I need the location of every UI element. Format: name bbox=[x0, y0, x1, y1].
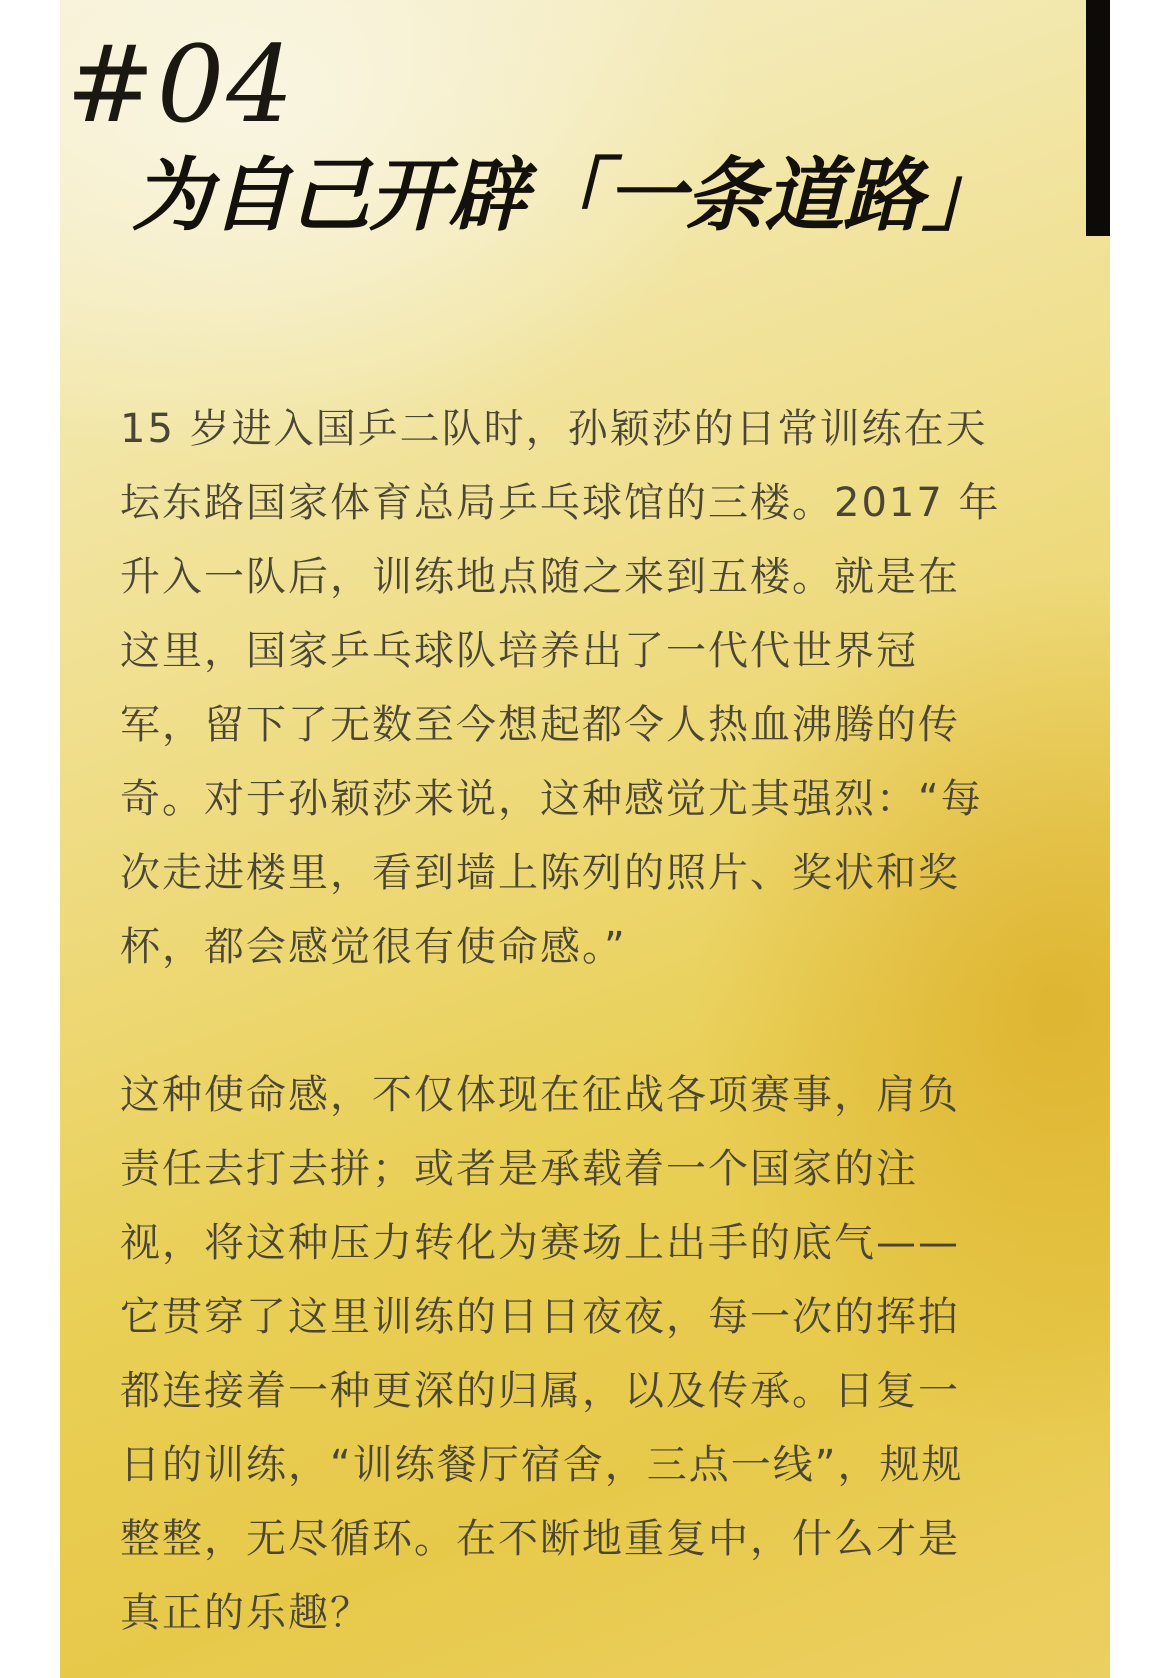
paragraph-line: 15 岁进入国乒二队时，孙颖莎的日常训练在天 bbox=[120, 406, 988, 452]
paragraph-line: 都连接着一种更深的归属，以及传承。日复一 bbox=[120, 1368, 960, 1414]
paragraph-line: 次走进楼里，看到墙上陈列的照片、奖状和奖 bbox=[120, 850, 960, 896]
paragraph-line: 它贯穿了这里训练的日日夜夜，每一次的挥拍 bbox=[120, 1294, 960, 1340]
paragraph-1 bbox=[120, 392, 1110, 984]
paragraph-line: 这里，国家乒乓球队培养出了一代代世界冠 bbox=[120, 628, 918, 674]
paragraph-line: 坛东路国家体育总局乒乓球馆的三楼。2017 年 bbox=[120, 480, 1001, 526]
article-body bbox=[120, 392, 1110, 1650]
side-accent-bar bbox=[1086, 0, 1110, 236]
section-title: 为自己开辟「一条道路」 bbox=[132, 149, 1001, 242]
paragraph-line: 日的训练，“训练餐厅宿舍，三点一线”，规规 bbox=[120, 1442, 964, 1488]
paragraph-line: 整整，无尽循环。在不断地重复中，什么才是 bbox=[120, 1516, 960, 1562]
paragraph-line: 视，将这种压力转化为赛场上出手的底气—— bbox=[120, 1220, 960, 1266]
section-number: #04 bbox=[66, 23, 296, 146]
paragraph-line: 责任去打去拼；或者是承载着一个国家的注 bbox=[120, 1146, 918, 1192]
paragraph-line: 杯，都会感觉很有使命感。” bbox=[120, 924, 627, 970]
paragraph-line: 奇。对于孙颖莎来说，这种感觉尤其强烈：“每 bbox=[120, 776, 983, 822]
article-card bbox=[60, 0, 1110, 1678]
paragraph-line: 真正的乐趣？ bbox=[120, 1590, 372, 1636]
paragraph-line: 升入一队后，训练地点随之来到五楼。就是在 bbox=[120, 554, 960, 600]
paragraph-2 bbox=[120, 1058, 1110, 1650]
paragraph-spacer bbox=[120, 984, 1110, 1058]
paragraph-line: 这种使命感，不仅体现在征战各项赛事，肩负 bbox=[120, 1072, 960, 1118]
paragraph-line: 军，留下了无数至今想起都令人热血沸腾的传 bbox=[120, 702, 960, 748]
